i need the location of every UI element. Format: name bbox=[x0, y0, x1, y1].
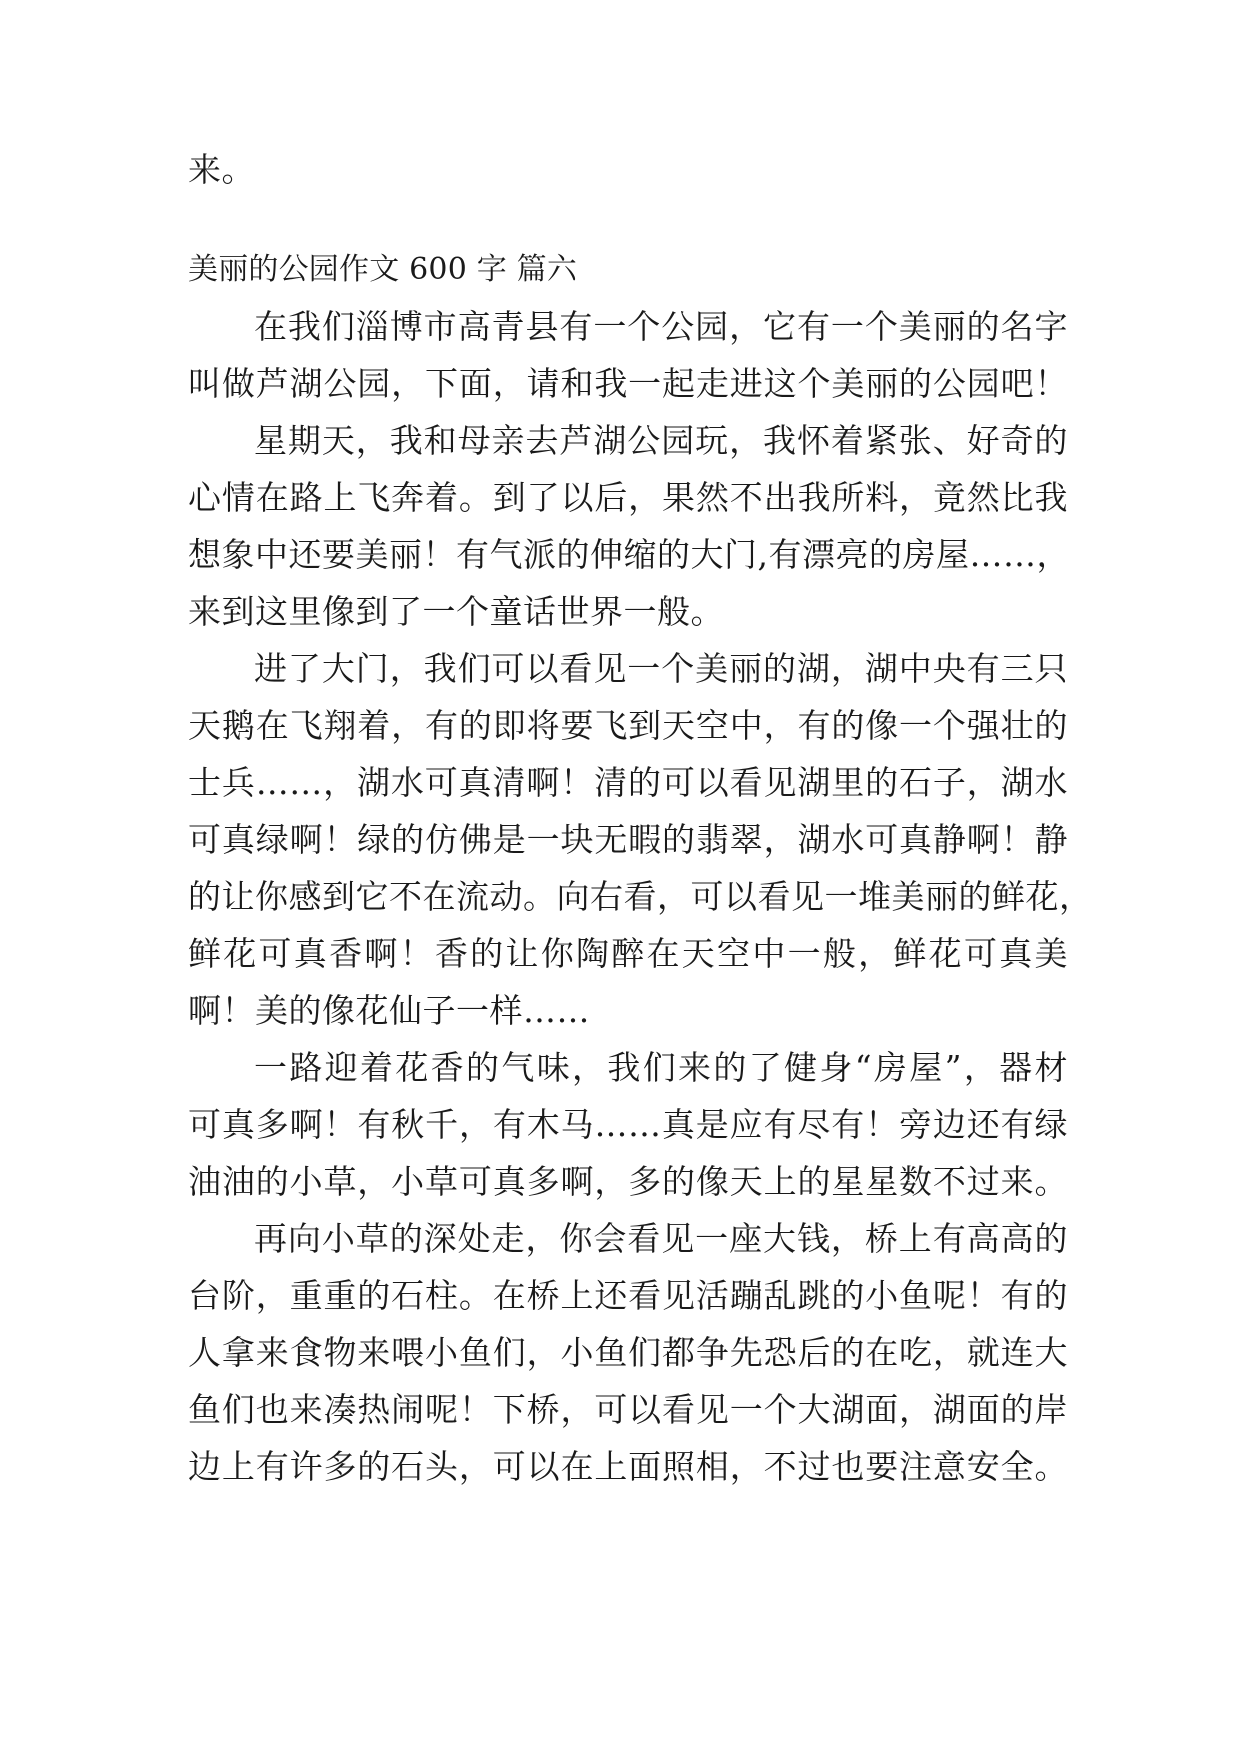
paragraph-3-line-1: 进了大门，我们可以看见一个美丽的湖，湖中央有三只 bbox=[254, 649, 1068, 688]
paragraph-3-line-4: 可真绿啊！绿的仿佛是一块无暇的翡翠，湖水可真静啊！静 bbox=[188, 820, 1068, 859]
paragraph-2-line-1: 星期天，我和母亲去芦湖公园玩，我怀着紧张、好奇的 bbox=[254, 421, 1068, 460]
paragraph-2-line-3: 想象中还要美丽！有气派的伸缩的大门,有漂亮的房屋……， bbox=[188, 535, 1070, 574]
paragraph-5-line-2: 台阶，重重的石柱。在桥上还看见活蹦乱跳的小鱼呢！有的 bbox=[188, 1276, 1068, 1315]
paragraph-3-line-3: 士兵……，湖水可真清啊！清的可以看见湖里的石子，湖水 bbox=[188, 763, 1068, 802]
section-heading: 美丽的公园作文 600 字 篇六 bbox=[188, 252, 578, 287]
paragraph-3-line-2: 天鹅在飞翔着，有的即将要飞到天空中，有的像一个强壮的 bbox=[188, 706, 1068, 745]
paragraph-4-line-1: 一路迎着花香的气味，我们来的了健身“房屋”，器材 bbox=[254, 1048, 1068, 1087]
paragraph-5-line-5: 边上有许多的石头，可以在上面照相，不过也要注意安全。 bbox=[188, 1447, 1068, 1486]
text-line-continuation: 来。 bbox=[188, 150, 255, 189]
paragraph-3-line-5: 的让你感到它不在流动。向右看，可以看见一堆美丽的鲜花， bbox=[188, 877, 1093, 916]
paragraph-5-line-4: 鱼们也来凑热闹呢！下桥，可以看见一个大湖面，湖面的岸 bbox=[188, 1390, 1068, 1429]
paragraph-3-line-6: 鲜花可真香啊！香的让你陶醉在天空中一般，鲜花可真美 bbox=[188, 934, 1068, 973]
paragraph-2-line-2: 心情在路上飞奔着。到了以后，果然不出我所料，竟然比我 bbox=[188, 478, 1068, 517]
paragraph-4-line-3: 油油的小草，小草可真多啊，多的像天上的星星数不过来。 bbox=[188, 1162, 1068, 1201]
paragraph-2-line-4: 来到这里像到了一个童话世界一般。 bbox=[188, 592, 724, 631]
paragraph-1-line-1: 在我们淄博市高青县有一个公园，它有一个美丽的名字 bbox=[254, 307, 1068, 346]
paragraph-5-line-1: 再向小草的深处走，你会看见一座大钱，桥上有高高的 bbox=[254, 1219, 1068, 1258]
paragraph-5-line-3: 人拿来食物来喂小鱼们，小鱼们都争先恐后的在吃，就连大 bbox=[188, 1333, 1068, 1372]
paragraph-1-line-2: 叫做芦湖公园，下面，请和我一起走进这个美丽的公园吧！ bbox=[188, 364, 1068, 403]
paragraph-4-line-2: 可真多啊！有秋千，有木马……真是应有尽有！旁边还有绿 bbox=[188, 1105, 1068, 1144]
paragraph-3-line-7: 啊！美的像花仙子一样…… bbox=[188, 991, 590, 1030]
